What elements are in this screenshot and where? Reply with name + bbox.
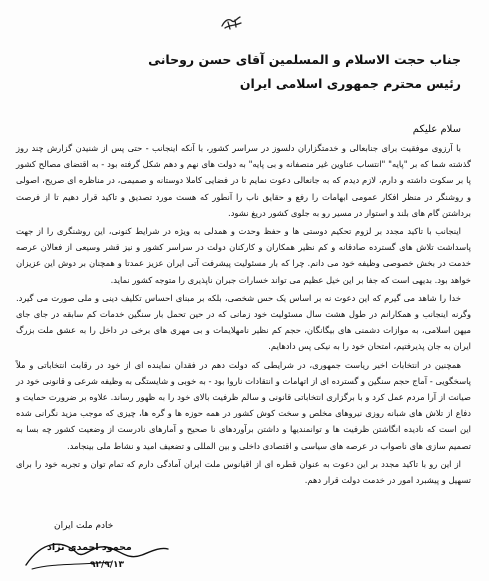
- body-paragraph: اینجانب با تاکید مجدد بر لزوم تحکیم دوستی ها و حفظ وحدت و همدلی به ویژه در شرایط کنونی، این روشنگری را از جهت پاسداشت تلاش های گسترده صادقانه و کم نظیر همکاران و کارکنان دولت در سراسر کشور و نیز قشر وسیعی از فعالان عرصه خدمت در بخش خصوصی وظیفه خود می دانم. چرا که بار مسئولیت پیشرفت آتی ایران عزیز عمدتا و همچنان بر دوش این عزیزان خواهد بود. بدیهی است که جفا بر این خیل عظیم می تواند خسارات جبران ناپذیری را متوجه کشور نماید.: [16, 226, 471, 285]
- calligraphic-emblem-icon: [219, 12, 245, 34]
- body-paragraph: از این رو با تاکید مجدد بر این دعوت به عنوان قطره ای از اقیانوس ملت ایران آمادگی دارم که تمام توان و تجربه خود را برای تسهیل و پیشبرد امور در خدمت دولت قرار دهم.: [16, 458, 471, 486]
- addressee-title-line: رئیس محترم جمهوری اسلامی ایران: [239, 76, 461, 91]
- letter-body: [16, 140, 471, 490]
- addressee-line: جناب حجت الاسلام و المسلمین آقای حسن روحانی: [148, 52, 461, 67]
- body-paragraph: خدا را شاهد می گیرم که این دعوت نه بر اساس یک حس شخصی، بلکه بر مبنای احساس تکلیف دینی و ملی صورت می گیرد. وگرنه اینجانب و همکارانم در طول هشت سال مسئولیت خود زمانی که در حین تحمل بار سنگین خدمات کم سابقه در جای جای میهن اسلامی، به موازات دشمنی های بیگانگان، حجم کم نظیر نامهلایمات و بی مهری های برخی در داخل را به عشق ملت بزرگ ایران به جان پذیرفتیم، امتحان خود را به نیکی پس دادهایم.: [16, 292, 471, 352]
- closing-title: خادم ملت ایران: [54, 521, 114, 531]
- letter-header: [31, 48, 461, 96]
- body-paragraph: همچنین در انتخابات اخیر ریاست جمهوری، در شرایطی که دولت دهم در فقدان نماینده ای از خود در رقابت انتخاباتی و ملاً پاسخگویی - آماج حجم سنگین و گسترده ای از اتهامات و انتقادات ناروا بود - به خوبی و شایستگی به وظیفه شرعی و قانونی خود در صیانت از آرا مردم عمل کرد و با برگزاری انتخاباتی قانونی و سالم ظرفیت بالای خود را به ظهور رساند. علاوه بر ضرورت حمایت و دفاع از تلاش های شبانه روزی نیروهای مخلص و سخت کوش کشور در همه حوزه ها و گره ها، چیزی که موجب مزید نگرانی شده این است که نادیده انگاشتن ظرفیت ها و توانمندیها و داشتن برآوردهای نا صحیح و آمارهای نادرست از وضعیت کشور چه بسا به تصمیم سازی های ناصواب در عرصه های سیاسی و اقتصادی داخلی و بین المللی و تضعیف امید و نشاط ملی بینجامد.: [16, 359, 471, 451]
- signatory-name: محمود احمدی نژاد: [47, 542, 132, 553]
- greeting: سلام علیکم: [412, 124, 461, 135]
- body-paragraph: با آرزوی موفقیت برای جنابعالی و خدمتگزاران دلسوز در سراسر کشور، با آنکه اینجانب - حتی پس از شنیدن گزارش چند روز گذشته شما که بر "پایه" "انتساب عناوین غیر منصفانه و بی پایه" به دولت های نهم و دهم شکل گرفته بود - به اقتضای مصالح کشور پا بر سکوت داشته و دارم، لازم دیدم که به جانعالی دعوت نمایم تا در فضایی کاملا دوستانه و صمیمی، در مناظره ای صریح، اصولی و روشنگر در منظر افکار عمومی ابهامات را رفع و حقایق ناب را آنطور که هست مورد تصدیق و تاکید قرار دهیم تا از فرصت برداشتن گام های بلند و استوار در مسیر رو به جلوی کشور دریغ نشود.: [16, 143, 471, 218]
- letter-date: ۹۲/۹/۱۳: [90, 560, 125, 570]
